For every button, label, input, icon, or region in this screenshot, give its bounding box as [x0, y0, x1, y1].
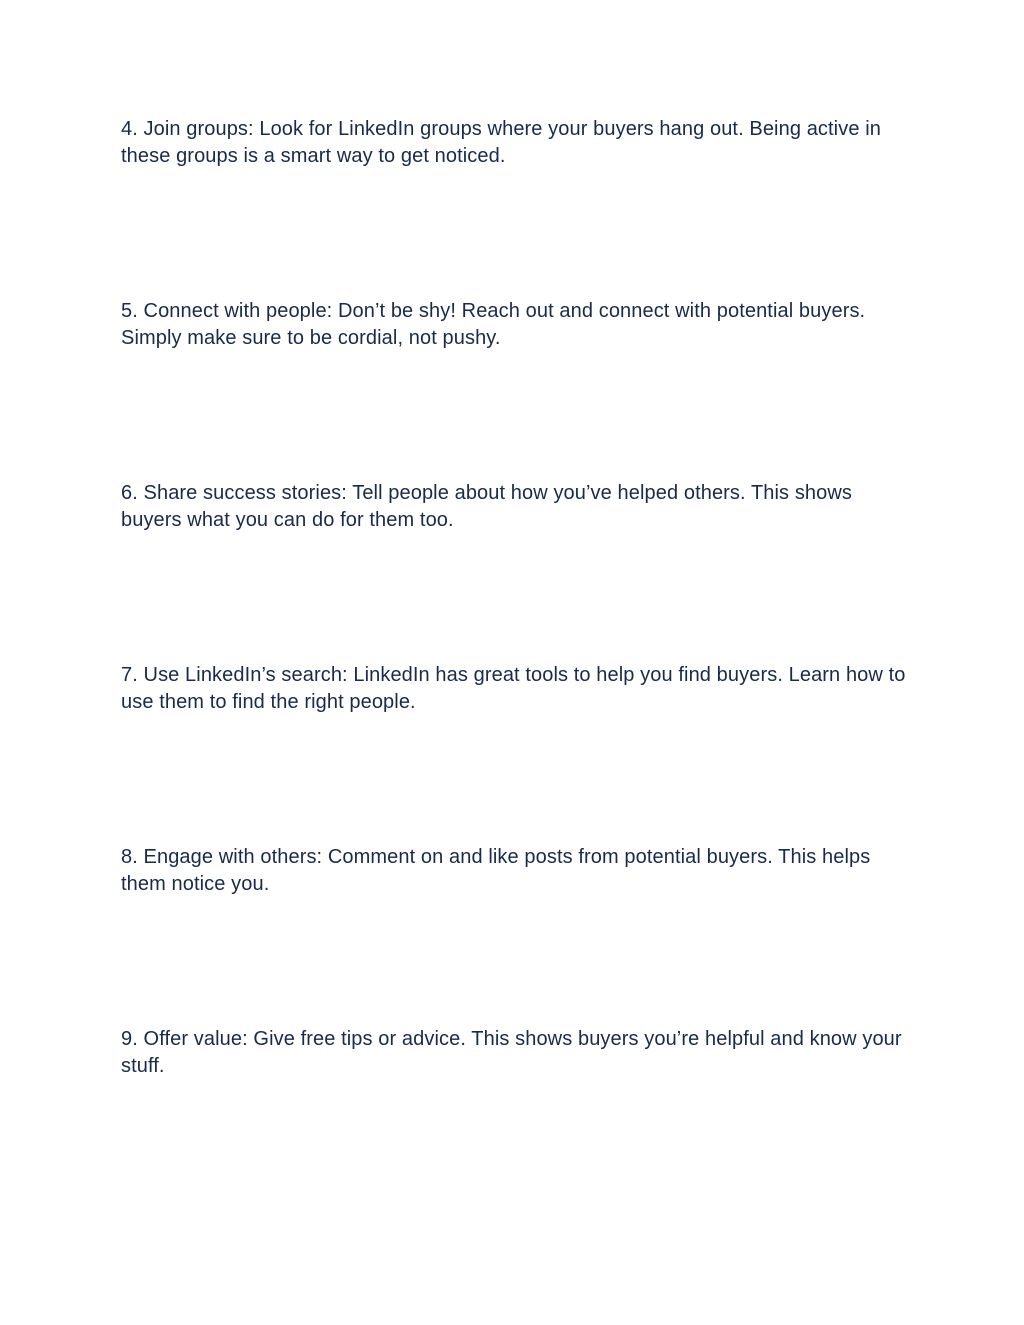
tip-paragraph-6: 6. Share success stories: Tell people about how you’ve helped others. This shows buyers what you can do for them too.: [121, 482, 853, 531]
tip-paragraph-8: 8. Engage with others: Comment on and like posts from potential buyers. This helps them notice you.: [121, 846, 871, 895]
tip-paragraph-4: 4. Join groups: Look for LinkedIn groups where your buyers hang out. Being active in these groups is a smart way to get noticed.: [121, 118, 881, 167]
tip-paragraph-7: 7. Use LinkedIn’s search: LinkedIn has great tools to help you find buyers. Learn how to use them to find the right people.: [121, 664, 906, 713]
document-content: [121, 116, 910, 1080]
tip-paragraph-5: 5. Connect with people: Don’t be shy! Reach out and connect with potential buyers. Simply make sure to be cordial, not pushy.: [121, 300, 866, 349]
tip-paragraph-9: 9. Offer value: Give free tips or advice. This shows buyers you’re helpful and know your stuff.: [121, 1028, 902, 1077]
